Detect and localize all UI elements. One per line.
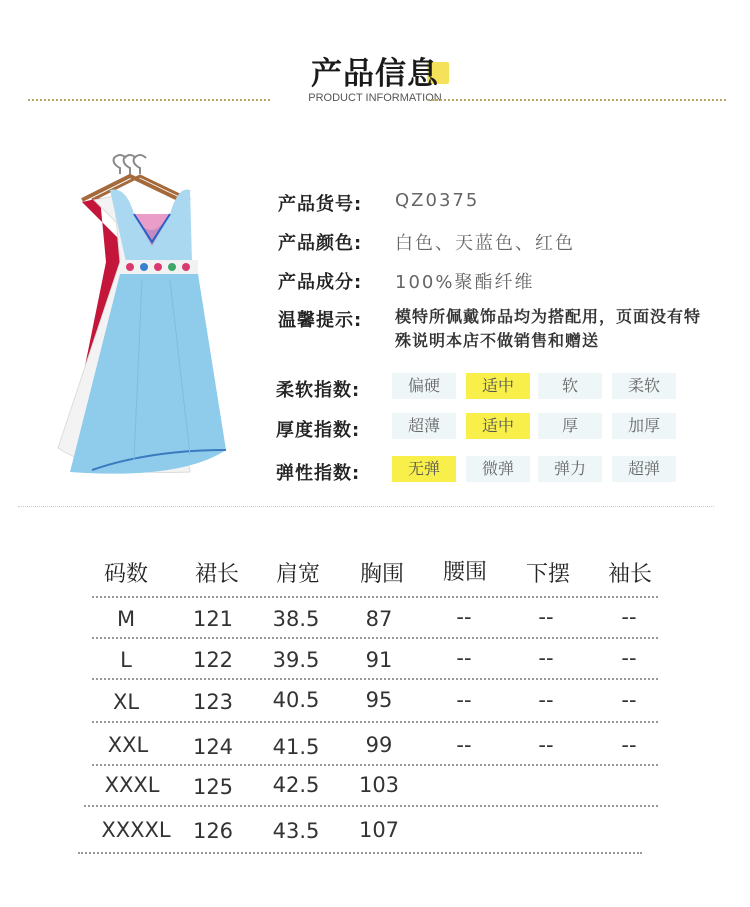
thickness-option: 厚 (538, 413, 602, 439)
elasticity-option: 弹力 (538, 456, 602, 482)
table-divider (92, 721, 658, 723)
table-cell: -- (621, 733, 637, 757)
table-header: 下摆 (525, 562, 570, 587)
header-divider-right (428, 99, 726, 101)
softness-option-selected: 适中 (466, 373, 530, 399)
table-cell: 39.5 (272, 648, 320, 672)
table-cell: 87 (365, 607, 393, 631)
softness-label: 柔软指数: (276, 380, 361, 401)
table-divider (78, 852, 642, 854)
product-image (30, 150, 240, 485)
table-cell: -- (538, 605, 554, 629)
color-value: 白色、天蓝色、红色 (395, 233, 575, 254)
table-cell: 122 (192, 648, 234, 672)
table-cell: 125 (192, 775, 234, 799)
tip-label: 温馨提示: (278, 310, 363, 331)
table-cell: 41.5 (272, 735, 320, 759)
header-divider-left (28, 99, 270, 101)
table-cell: 107 (358, 818, 400, 842)
table-header: 码数 (103, 562, 148, 587)
table-header: 袖长 (607, 562, 652, 587)
table-cell: 40.5 (272, 688, 320, 712)
thickness-option: 超薄 (392, 413, 456, 439)
thickness-option: 加厚 (612, 413, 676, 439)
elasticity-label: 弹性指数: (276, 463, 361, 484)
section-divider (18, 506, 714, 507)
table-cell: 95 (365, 688, 393, 712)
table-cell: 38.5 (272, 607, 320, 631)
thickness-label: 厚度指数: (276, 420, 361, 441)
table-cell: 99 (365, 733, 393, 757)
table-cell: XXXXL (101, 818, 171, 842)
table-cell: 123 (192, 690, 234, 714)
table-divider (84, 805, 658, 807)
table-divider (92, 637, 658, 639)
table-cell: -- (538, 733, 554, 757)
table-cell: 91 (365, 648, 393, 672)
sku-label: 产品货号: (278, 194, 363, 215)
page-subtitle: PRODUCT INFORMATION (308, 92, 442, 104)
softness-option: 偏硬 (392, 373, 456, 399)
sku-value: QZ0375 (395, 190, 480, 211)
dress-illustration (30, 150, 240, 485)
table-cell: -- (621, 688, 637, 712)
color-label: 产品颜色: (278, 233, 363, 254)
page-title: 产品信息 (0, 48, 750, 93)
table-cell: -- (621, 646, 637, 670)
elasticity-option: 微弹 (466, 456, 530, 482)
table-cell: -- (456, 733, 472, 757)
table-header: 肩宽 (275, 562, 320, 587)
table-cell: -- (456, 646, 472, 670)
table-header: 胸围 (359, 562, 404, 587)
material-value: 100%聚酯纤维 (395, 272, 535, 293)
table-cell: -- (456, 688, 472, 712)
tip-value: 模特所佩戴饰品均为搭配用，页面没有特殊说明本店不做销售和赠送 (395, 307, 702, 350)
table-cell: M (116, 607, 136, 631)
table-cell: -- (538, 646, 554, 670)
table-cell: XXXL (104, 773, 160, 797)
table-divider (92, 764, 658, 766)
table-divider (92, 678, 658, 680)
table-cell: -- (456, 605, 472, 629)
thickness-option-selected: 适中 (466, 413, 530, 439)
softness-option: 软 (538, 373, 602, 399)
table-header: 裙长 (194, 562, 239, 587)
table-cell: L (120, 648, 132, 672)
elasticity-option-selected: 无弹 (392, 456, 456, 482)
elasticity-option: 超弹 (612, 456, 676, 482)
table-cell: XL (112, 690, 140, 714)
material-label: 产品成分: (278, 272, 363, 293)
table-cell: 121 (192, 607, 234, 631)
title-highlight-char: 息 (407, 48, 439, 93)
table-cell: XXL (107, 733, 149, 757)
table-cell: 103 (358, 773, 400, 797)
table-cell: 43.5 (272, 819, 320, 843)
table-header: 腰围 (442, 560, 487, 585)
table-cell: 126 (192, 819, 234, 843)
table-cell: 42.5 (272, 773, 320, 797)
table-cell: -- (621, 605, 637, 629)
table-cell: 124 (192, 735, 234, 759)
hanger-icon (82, 155, 190, 200)
softness-option: 柔软 (612, 373, 676, 399)
table-divider (92, 596, 658, 598)
table-cell: -- (538, 688, 554, 712)
